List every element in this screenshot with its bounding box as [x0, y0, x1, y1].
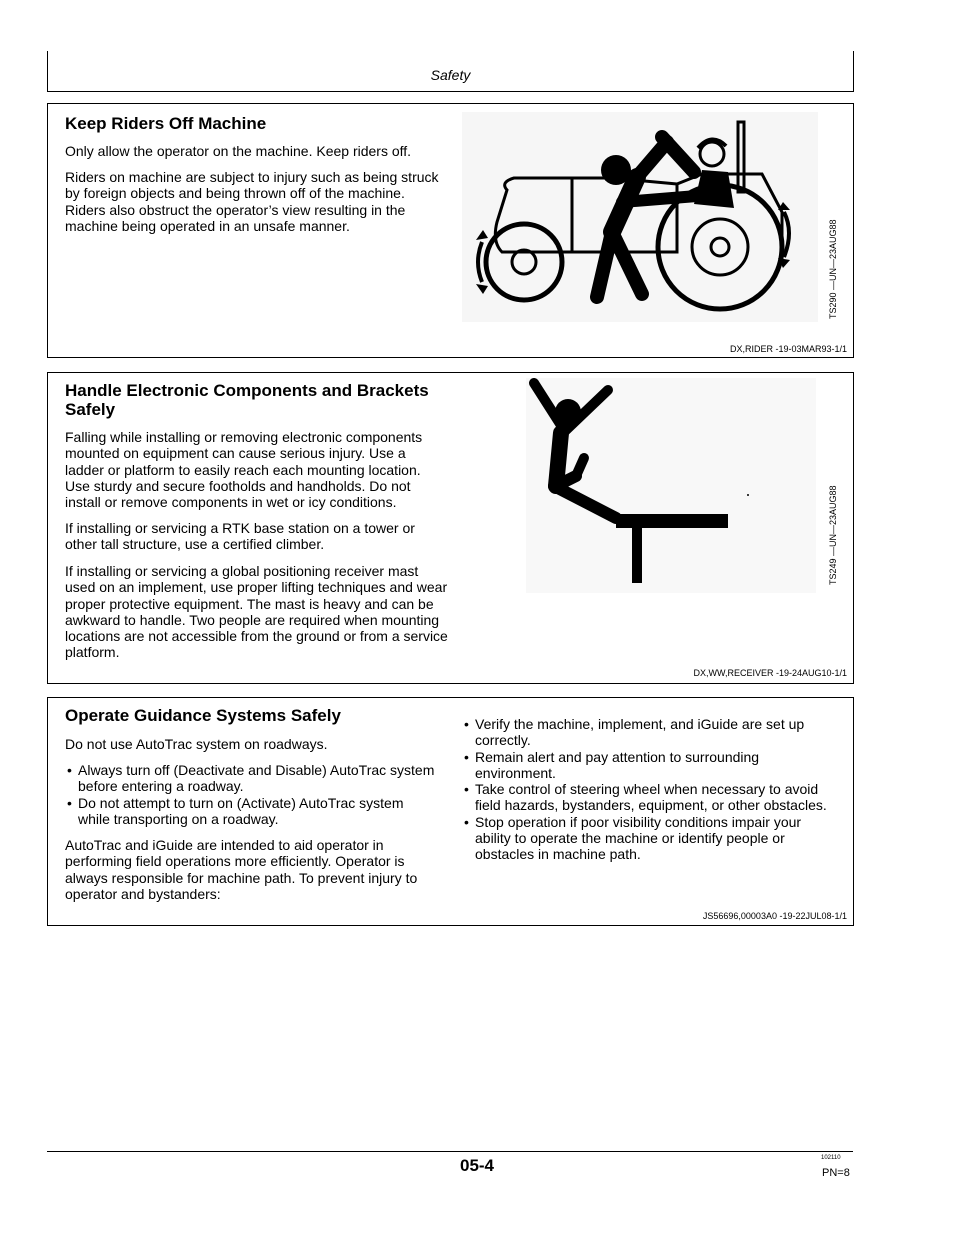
- section-guidance-systems: [47, 697, 854, 926]
- list-item: • Do not attempt to turn on (Activate) AutoTrac system while transporting on a roadway.: [67, 795, 437, 828]
- section-electronic-components: [47, 372, 854, 684]
- image-code: TS249 —UN—23AUG88: [828, 485, 838, 585]
- list-item: • Remain alert and pay attention to surrounding environment.: [464, 749, 834, 782]
- paragraph: If installing or servicing a global positioning receiver mast used on an implement, use proper lifting techniques and wear proper protective equipment. The mast is heavy and can be awkward to handle. Two people are required when mounting locations are not accessible from the ground or from a service platform.: [65, 563, 448, 661]
- section-title: Keep Riders Off Machine: [65, 114, 267, 133]
- footer-small-code: 102110: [821, 1155, 841, 1161]
- list-item: • Stop operation if poor visibility conditions impair your ability to operate the machine or identify people or obstacles in machine path.: [464, 814, 834, 863]
- paragraph: Riders on machine are subject to injury such as being struck by foreign objects and being thrown off of the machine. Riders also obstruct the operator’s view resulting in the machine being operated in an unsafe manner.: [65, 169, 439, 234]
- reference-code: DX,WW,RECEIVER -19-24AUG10-1/1: [693, 668, 847, 678]
- tractor-rider-illustration: [462, 112, 818, 322]
- paragraph: Do not use AutoTrac system on roadways.: [65, 736, 328, 752]
- section-title: Operate Guidance Systems Safely: [65, 706, 341, 725]
- reference-code: JS56696,00003A0 -19-22JUL08-1/1: [702, 911, 847, 921]
- bullet-list-left: [67, 762, 437, 827]
- paragraph: If installing or servicing a RTK base station on a tower or other tall structure, use a certified climber.: [65, 520, 415, 553]
- part-number: PN=8: [822, 1167, 850, 1179]
- list-item: • Always turn off (Deactivate and Disable) AutoTrac system before entering a roadway.: [67, 762, 437, 795]
- falling-person-illustration: [526, 378, 816, 593]
- paragraph: AutoTrac and iGuide are intended to aid operator in performing field operations more efficiently. Operator is always responsible for machine path. To prevent injury to operator and bystanders:: [65, 837, 418, 902]
- section-keep-riders-off: [47, 103, 854, 358]
- list-item: • Take control of steering wheel when necessary to avoid field hazards, bystanders, equipment, or other obstacles.: [464, 781, 834, 814]
- running-header: [47, 51, 854, 92]
- image-code: TS290 —UN—23AUG88: [828, 219, 838, 319]
- footer-divider: [47, 1151, 853, 1152]
- header-title: Safety: [430, 67, 471, 83]
- paragraph: Falling while installing or removing electronic components mounted on equipment can cause serious injury. Use a ladder or platform to easily reach each mounting location. Use sturdy and secure footholds and handholds. Do not install or remove components in wet or icy conditions.: [65, 429, 423, 511]
- paragraph: Only allow the operator on the machine. Keep riders off.: [65, 143, 412, 159]
- section-title: Handle Electronic Components and Brackets Safely: [65, 381, 429, 419]
- page-number: 05-4: [459, 1156, 495, 1175]
- list-item: • Verify the machine, implement, and iGuide are set up correctly.: [464, 716, 834, 749]
- reference-code: DX,RIDER -19-03MAR93-1/1: [729, 344, 847, 354]
- bullet-list-right: [464, 716, 834, 863]
